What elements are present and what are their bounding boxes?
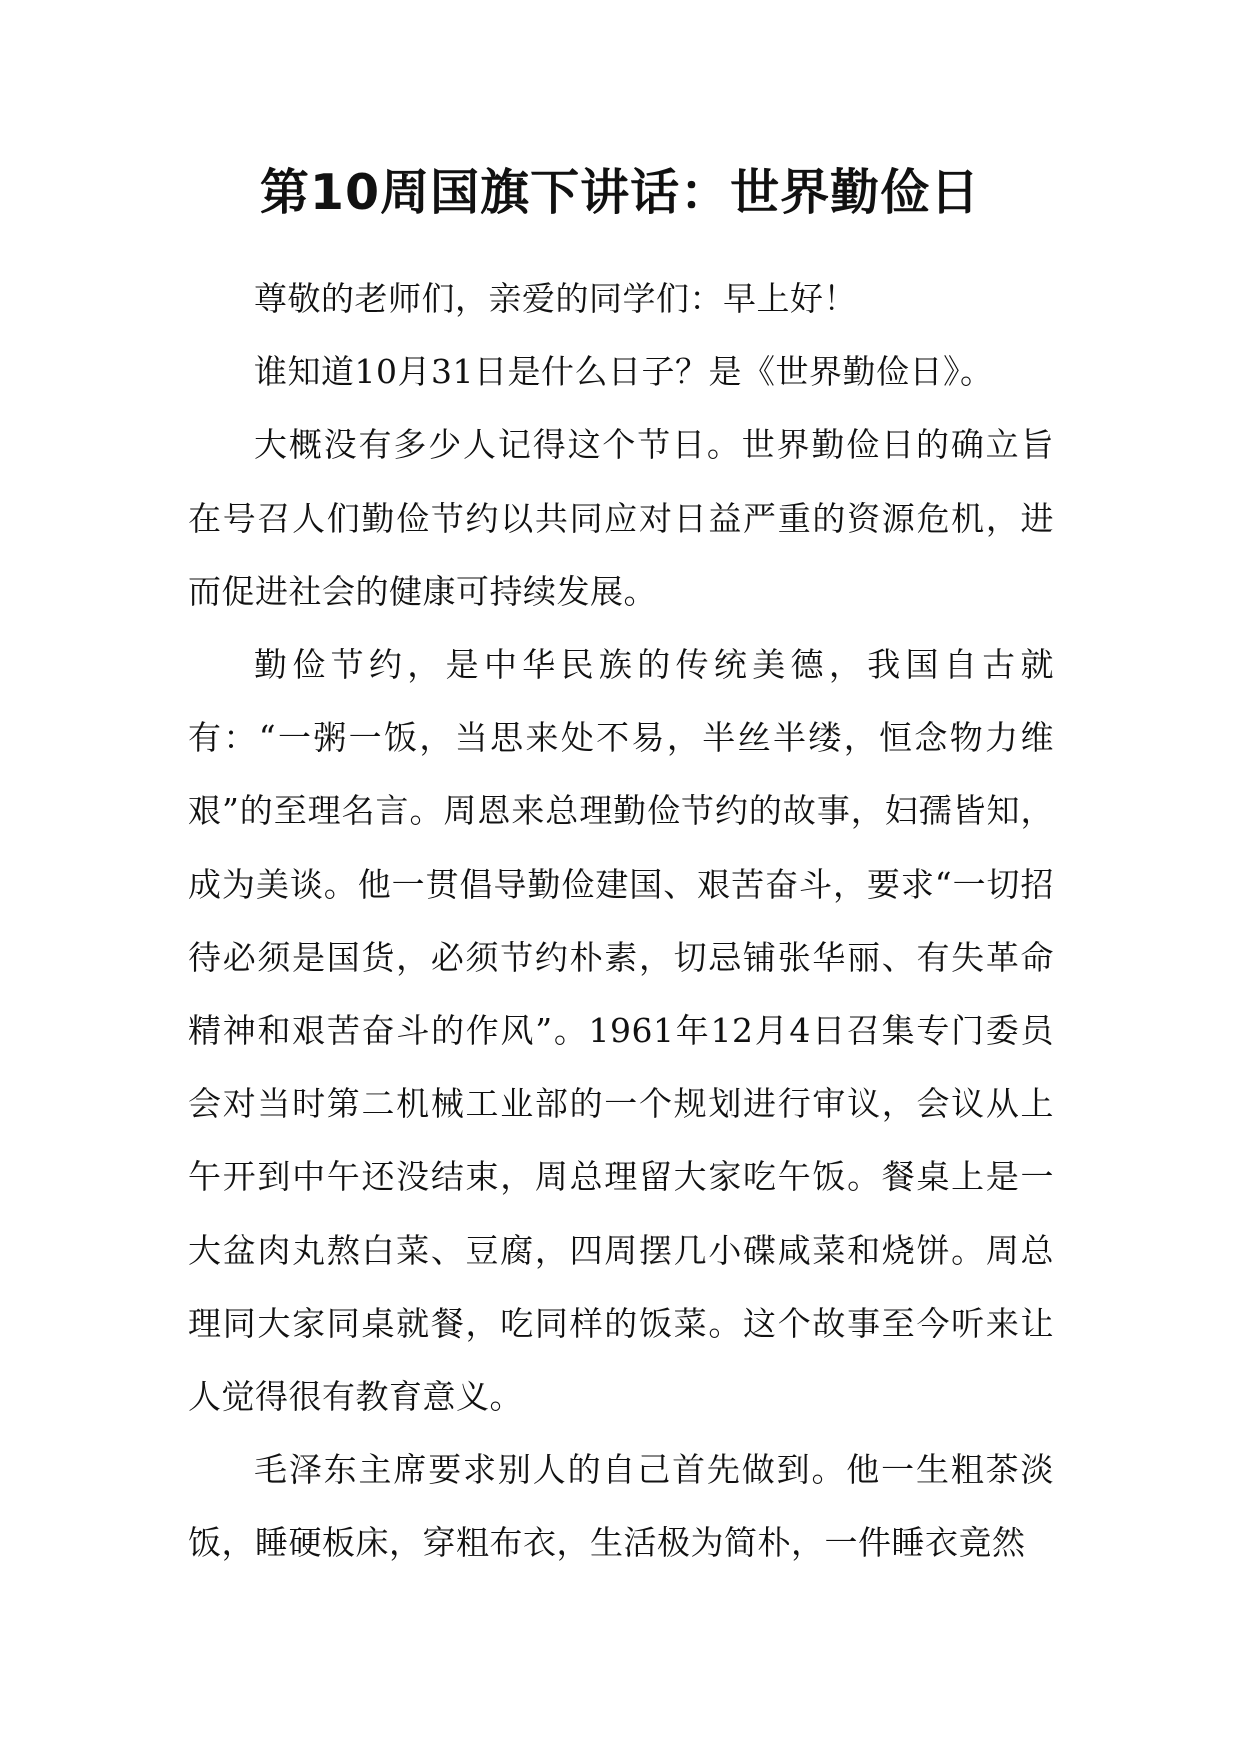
paragraph-zhou-enlai: 勤俭节约，是中华民族的传统美德，我国自古就有：“一粥一饭，当思来处不易，半丝半缕，恒念物力维艰”的至理名言。周恩来总理勤俭节约的故事，妇孺皆知，成为美谈。他一贯倡导勤俭建国、艰苦奋斗，要求“一切招待必须是国货，必须节约朴素，切忌铺张华丽、有失革命精神和艰苦奋斗的作风”。1961年12月4日召集专门委员会对当时第二机械工业部的一个规划进行审议，会议从上午开到中午还没结束，周总理留大家吃午饭。餐桌上是一大盆肉丸熬白菜、豆腐，四周摆几小碟咸菜和烧饼。周总理同大家同桌就餐，吃同样的饭菜。这个故事至今听来让人觉得很有教育意义。 — [188, 645, 1054, 1417]
paragraph-greeting: 尊敬的老师们，亲爱的同学们：早上好！ — [254, 279, 857, 318]
paragraph-question: 谁知道10月31日是什么日子？是《世界勤俭日》。 — [254, 352, 994, 392]
speech-body — [188, 262, 1054, 1580]
paragraph-mao-zedong: 毛泽东主席要求别人的自己首先做到。他一生粗茶淡饭，睡硬板床，穿粗布衣，生活极为简朴，一件睡衣竟然 — [188, 1450, 1054, 1563]
paragraph-purpose: 大概没有多少人记得这个节日。世界勤俭日的确立旨在号召人们勤俭节约以共同应对日益严重的资源危机，进而促进社会的健康可持续发展。 — [188, 425, 1054, 611]
page-title: 第10周国旗下讲话：世界勤俭日 — [259, 164, 981, 221]
